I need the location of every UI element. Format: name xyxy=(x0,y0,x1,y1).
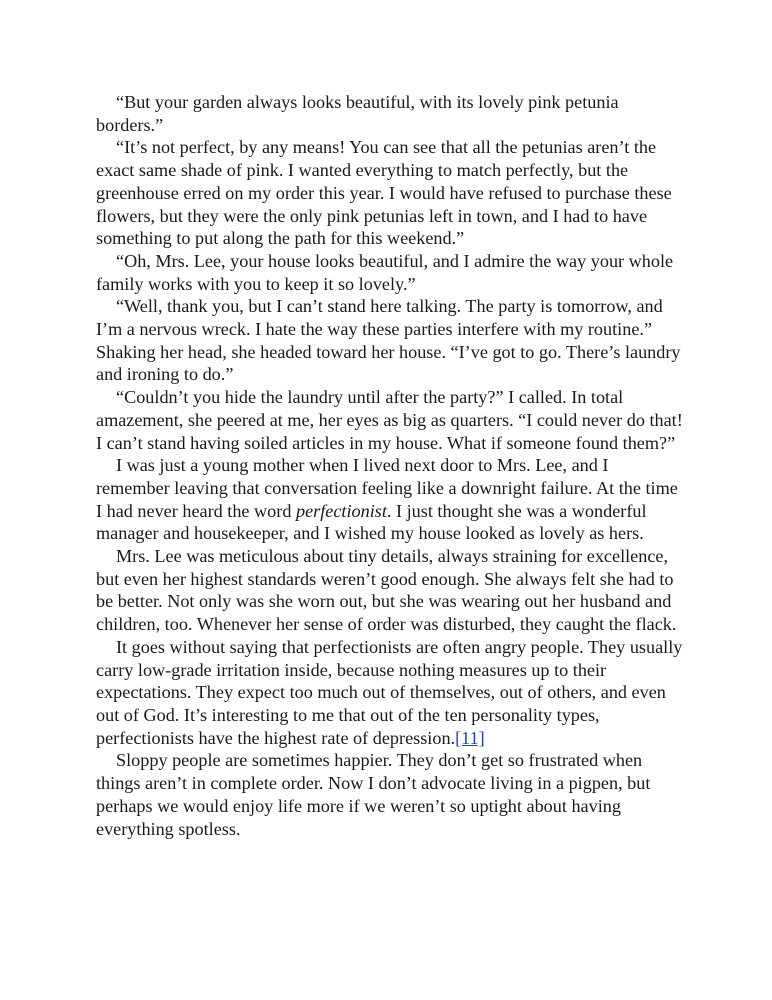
paragraph-6 xyxy=(96,454,686,545)
paragraph-5: “Couldn’t you hide the laundry until after the party?” I called. In total amazement, she peered at me, her eyes as big as quarters. “I could never do that! I can’t stand having soiled articles in my house. What if someone found them?” xyxy=(96,387,683,453)
paragraph-8 xyxy=(96,636,686,750)
footnote-link[interactable]: [11] xyxy=(455,727,485,748)
paragraph-6-text-start: I was just a young mother when I lived next door to Mrs. Lee, and I remember leaving that conversation feeling like a downright failure. At the time I had never heard the word xyxy=(96,455,678,521)
book-page xyxy=(96,91,686,840)
paragraph-6-text-end: . I just thought she was a wonderful manager and housekeeper, and I wished my house looked as lovely as hers. xyxy=(96,500,647,544)
paragraph-3: “Oh, Mrs. Lee, your house looks beautiful, and I admire the way your whole family works with you to keep it so lovely.” xyxy=(96,250,674,294)
paragraph-8-text: It goes without saying that perfectionists are often angry people. They usually carry low-grade irritation inside, because nothing measures up to their expectations. They expect too much out of themselves, out of others, and even out of God. It’s interesting to me that out of the ten personality types, perfectionists have the highest rate of depression. xyxy=(96,636,683,748)
paragraph-9: Sloppy people are sometimes happier. They don’t get so frustrated when things aren’t in complete order. Now I don’t advocate living in a pigpen, but perhaps we would enjoy life more if we weren’t so uptight about having everything spotless. xyxy=(96,750,651,839)
emphasized-word: perfectionist xyxy=(295,500,387,521)
paragraph-2: “It’s not perfect, by any means! You can see that all the petunias aren’t the exact same shade of pink. I wanted everything to match perfectly, but the greenhouse erred on my order this year. I would have refused to purchase these flowers, but they were the only pink petunias left in town, and I had to have something to put along the path for this weekend.” xyxy=(96,137,672,249)
paragraph-4: “Well, thank you, but I can’t stand here talking. The party is tomorrow, and I’m a nervous wreck. I hate the way these parties interfere with my routine.” Shaking her head, she headed toward her house. “I’ve got to go. There’s laundry and ironing to do.” xyxy=(96,296,681,385)
paragraph-7: Mrs. Lee was meticulous about tiny details, always straining for excellence, but even her highest standards weren’t good enough. She always felt she had to be better. Not only was she worn out, but she was wearing out her husband and children, too. Whenever her sense of order was disturbed, they caught the flack. xyxy=(96,546,677,635)
paragraph-1: “But your garden always looks beautiful, with its lovely pink petunia borders.” xyxy=(96,92,619,135)
